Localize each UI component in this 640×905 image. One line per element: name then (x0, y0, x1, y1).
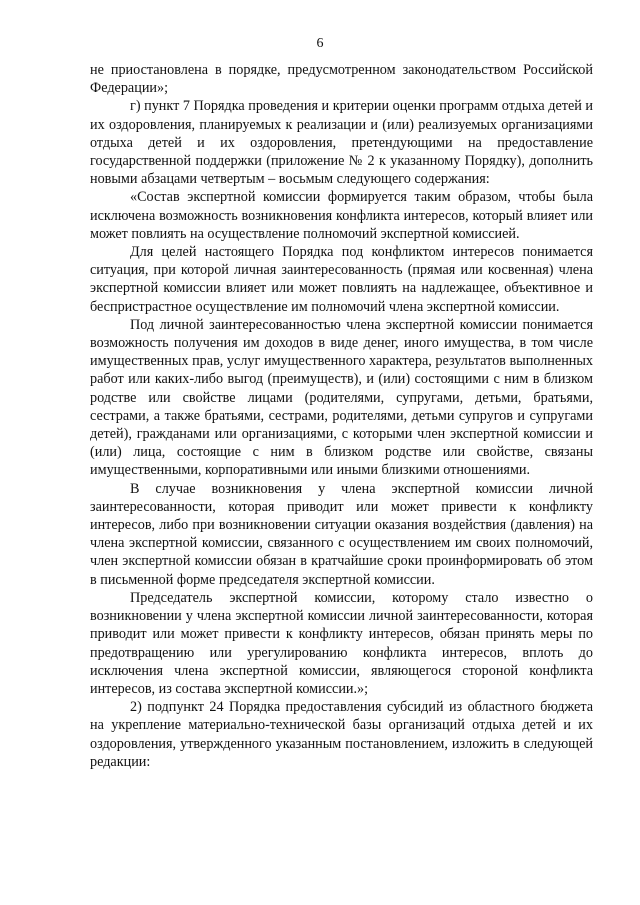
paragraph-continuation: не приостановлена в порядке, предусмотренном законодательством Российской Федерации»; (90, 62, 593, 97)
paragraph-personal-interest: Под личной заинтересованностью члена экспертной комиссии понимается возможность получения им доходов в виде денег, иного имущества, в том числе имущественных прав, услуг имущественного характера, результатов выполненных работ или каких-либо выгод (преимуществ), и (или) состоящими с ним в близком родстве или свойстве лицами (родителями, супругами, детьми, братьями, сестрами, а также братьями, сестрами, родителями, детьми супругов и супругами детей), гражданами или организациями, с которыми член экспертной комиссии и (или) лица, состоящие с ним в близком родстве или свойстве, связаны имущественными, корпоративными или иными близкими отношениями. (90, 316, 593, 479)
paragraph-chairman-measures: Председатель экспертной комиссии, которому стало известно о возникновении у члена экспертной комиссии личной заинтересованности, которая приводит или может привести к конфликту интересов, обязан принять меры по предотвращению или урегулированию конфликта интересов, вплоть до исключения члена экспертной комиссии, являющегося стороной конфликта интересов, из состава экспертной комиссии.»; (90, 589, 593, 697)
paragraph-conflict-definition: Для целей настоящего Порядка под конфликтом интересов понимается ситуация, при которой личная заинтересованность (прямая или косвенная) члена экспертной комиссии влияет или может повлиять на надлежащее, объективное и беспристрастное осуществление им полномочий члена экспертной комиссии. (90, 244, 593, 315)
document-body (90, 61, 593, 771)
paragraph-commission-composition: «Состав экспертной комиссии формируется таким образом, чтобы была исключена возможность возникновения конфликта интересов, который влияет или может повлиять на осуществление полномочий экспертной комиссией. (90, 189, 593, 242)
paragraph-notification-duty: В случае возникновения у члена экспертной комиссии личной заинтересованности, которая приводит или может привести к конфликту интересов, либо при возникновении ситуации оказания воздействия (давления) на члена экспертной комиссии, связанного с осуществлением им своих полномочий, член экспертной комиссии обязан в кратчайшие сроки проинформировать об этом в письменной форме председателя экспертной комиссии. (90, 480, 593, 588)
paragraph-subpoint-24: 2) подпункт 24 Порядка предоставления субсидий из областного бюджета на укрепление материально-технической базы организаций отдыха детей и их оздоровления, утвержденного указанным постановлением, изложить в следующей редакции: (90, 699, 593, 770)
page-number: 6 (316, 36, 324, 51)
paragraph-item-g: г) пункт 7 Порядка проведения и критерии оценки программ отдыха детей и их оздоровления, планируемых к реализации и (или) реализуемых организациями отдыха детей и их оздоровления, претендующими на предоставление государственной поддержки (приложение № 2 к указанному Порядку), дополнить новыми абзацами четвертым – восьмым следующего содержания: (90, 98, 593, 188)
